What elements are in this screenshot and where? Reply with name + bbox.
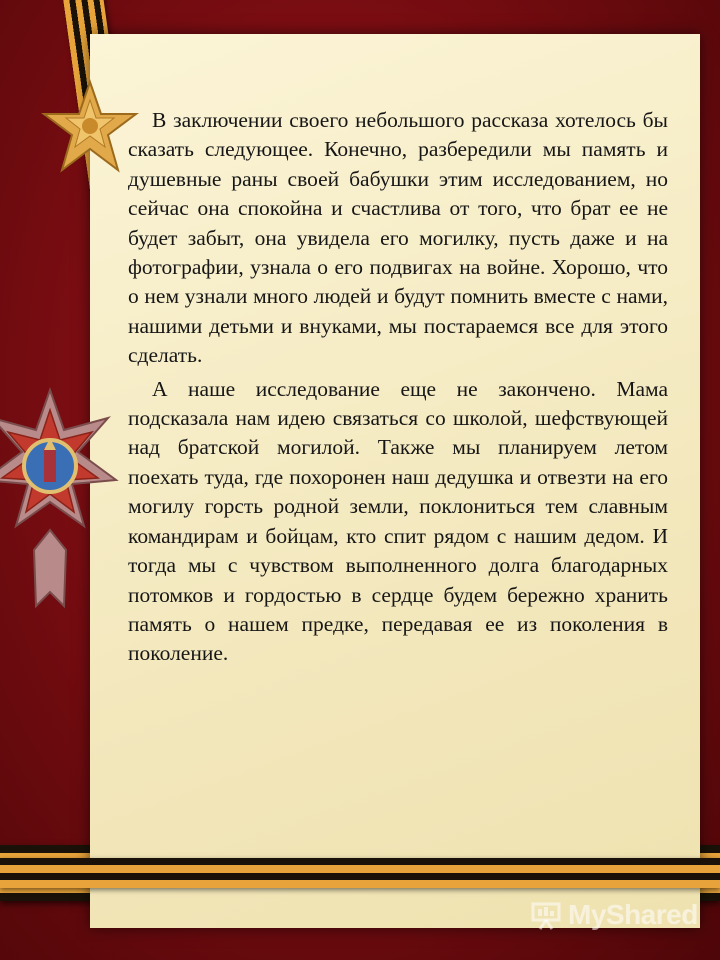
paragraph-conclusion: В заключении своего небольшого рассказа хотелось бы сказать следующее. Конечно, разбередили мы память и душевные раны своей бабушки этим исследованием, но сейчас она спокойна и счастлива от того, что брат ее не будет забыт, она увидела его могилку, пусть даже и на фотографии, узнала о его подвигах на войне. Хорошо, что о нем узнали много людей и будут помнить вместе с нами, нашими детьми и внуками, мы постараемся все для этого сделать. <box>128 108 668 368</box>
order-of-patriotic-war-icon <box>0 380 120 610</box>
order-star-icon <box>40 78 140 178</box>
watermark-text: MyShared <box>568 899 698 930</box>
st-george-ribbon-horizontal <box>0 858 720 888</box>
body-text <box>128 106 668 673</box>
watermark <box>530 893 700 937</box>
presentation-icon <box>530 900 562 930</box>
paragraph-research: А наше исследование еще не закончено. Мама подсказала нам идею связаться со школой, шефствующей над братской могилой. Также мы планируем летом поехать туда, где похоронен наш дедушка и отвезти на его могилу горсть родной земли, поклониться тем славным командирам и бойцам, кто спит рядом с нашим дедом. И тогда мы с чувством выполненного долга благодарных потомков и гордостью в сердце будем бережно хранить память о нашем предке, передавая ее из поколения в поколение. <box>128 376 668 666</box>
